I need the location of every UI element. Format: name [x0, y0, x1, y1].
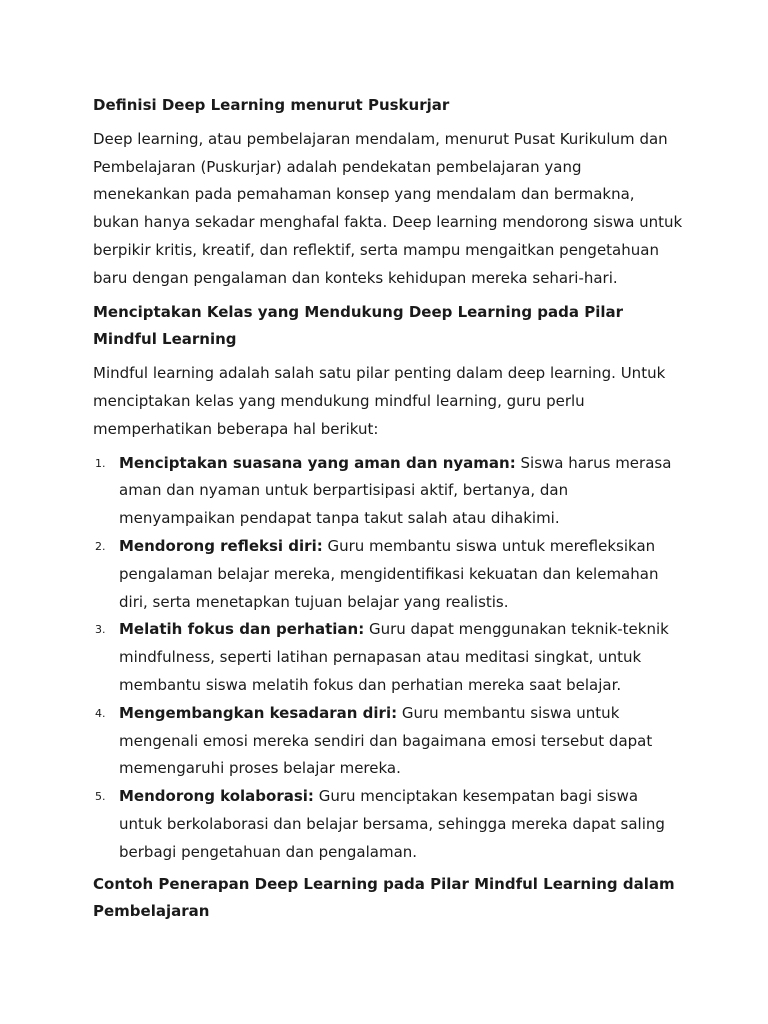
list-item-term: Menciptakan suasana yang aman dan nyaman: — [119, 453, 516, 472]
list-item-term: Mengembangkan kesadaran diri: — [119, 703, 398, 722]
list-item-number: 5. — [95, 790, 106, 804]
list-item — [93, 783, 683, 866]
document-page — [93, 92, 683, 926]
list-item-number: 3. — [95, 623, 106, 637]
list-item-number: 4. — [95, 706, 106, 720]
list-item-text: Guru membantu siswa untuk mengenali emosi mereka sendiri dan bagaimana emosi tersebut dapat memengaruhi proses belajar mereka. — [119, 703, 653, 778]
list-item-text: Guru membantu siswa untuk merefleksikan pengalaman belajar mereka, mengidentifikasi kekuatan dan kelemahan diri, serta menetapkan tujuan belajar yang realistis. — [119, 536, 659, 611]
list-item-text: Guru dapat menggunakan teknik-teknik mindfulness, seperti latihan pernapasan atau meditasi singkat, untuk membantu siswa melatih fokus dan perhatian mereka saat belajar. — [119, 620, 669, 694]
definition-paragraph: Deep learning, atau pembelajaran mendalam, menurut Pusat Kurikulum dan Pembelajaran (Puskurjar) adalah pendekatan pembelajaran yang menekankan pada pemahaman konsep yang mendalam dan bermakna, bukan hanya sekadar menghafal fakta. Deep learning mendorong siswa untuk berpikir kritis, kreatif, dan reflektif, serta mampu mengaitkan pengetahuan baru dengan pengalaman dan konteks kehidupan mereka sehari-hari. — [93, 129, 683, 287]
section-heading-examples: Contoh Penerapan Deep Learning pada Pilar Mindful Learning dalam Pembelajaran — [93, 874, 675, 921]
mindful-steps-list — [93, 450, 683, 867]
list-item-number: 1. — [95, 456, 106, 470]
list-item-term: Mendorong refleksi diri: — [119, 536, 323, 555]
list-item-number: 2. — [95, 539, 106, 553]
list-item — [93, 700, 683, 783]
list-item-term: Melatih fokus dan perhatian: — [119, 620, 365, 639]
list-item — [93, 616, 683, 699]
section-heading-definition: Definisi Deep Learning menurut Puskurjar — [93, 96, 450, 114]
section-heading-mindful-class: Menciptakan Kelas yang Mendukung Deep Learning pada Pilar Mindful Learning — [93, 302, 624, 349]
list-item-text: Siswa harus merasa aman dan nyaman untuk berpartisipasi aktif, bertanya, dan menyampaikan pendapat tanpa takut salah atau dihakimi. — [119, 453, 672, 528]
mindful-intro-paragraph: Mindful learning adalah salah satu pilar penting dalam deep learning. Untuk menciptakan kelas yang mendukung mindful learning, guru perlu memperhatikan beberapa hal berikut: — [93, 364, 666, 438]
list-item — [93, 533, 683, 616]
list-item-text: Guru menciptakan kesempatan bagi siswa untuk berkolaborasi dan belajar bersama, sehingga mereka dapat saling berbagi pengetahuan dan pengalaman. — [119, 787, 665, 861]
list-item-term: Mendorong kolaborasi: — [119, 787, 314, 806]
list-item — [93, 450, 683, 533]
